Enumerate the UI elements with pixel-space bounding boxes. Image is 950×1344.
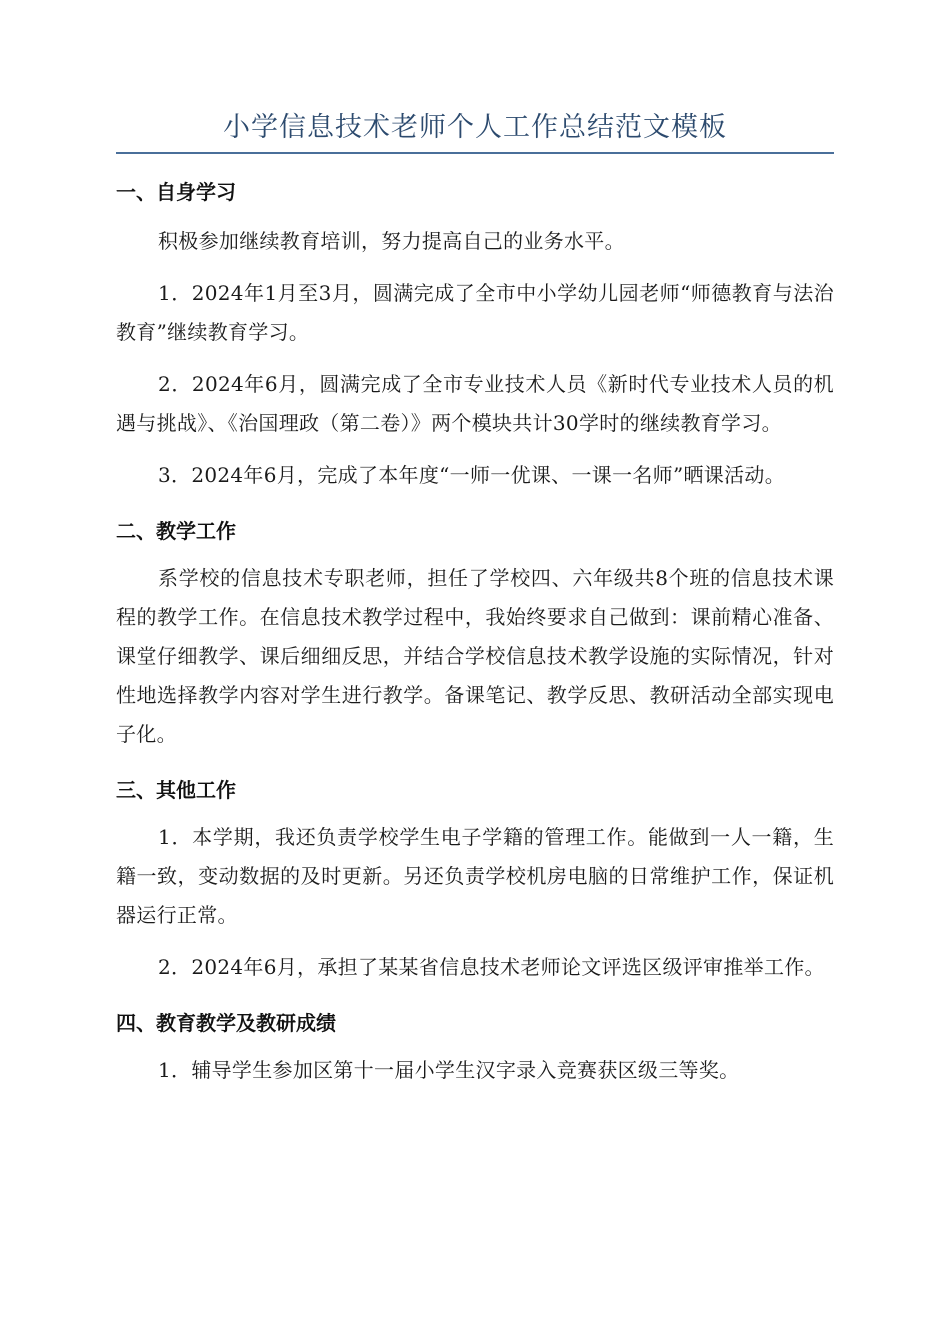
paragraph: 积极参加继续教育培训，努力提高自己的业务水平。	[158, 229, 625, 253]
paragraph: 1．2024年1月至3月，圆满完成了全市中小学幼儿园老师“师德教育与法治教育”继续教育学习。	[116, 281, 834, 344]
paragraph: 1．本学期，我还负责学校学生电子学籍的管理工作。能做到一人一籍，生籍一致，变动数据的及时更新。另还负责学校机房电脑的日常维护工作，保证机器运行正常。	[116, 825, 834, 927]
section-heading-other-work: 三、其他工作	[116, 778, 236, 802]
section-heading-self-study: 一、自身学习	[116, 180, 236, 204]
document-title: 小学信息技术老师个人工作总结范文模板	[223, 112, 727, 143]
document-page	[116, 110, 834, 1090]
paragraph: 3．2024年6月，完成了本年度“一师一优课、一课一名师”晒课活动。	[158, 463, 785, 487]
paragraph: 系学校的信息技术专职老师，担任了学校四、六年级共8个班的信息技术课程的教学工作。在信息技术教学过程中，我始终要求自己做到：课前精心准备、课堂仔细教学、课后细细反思，并结合学校信息技术教学设施的实际情况，针对性地选择教学内容对学生进行教学。备课笔记、教学反思、教研活动全部实现电子化。	[116, 566, 834, 746]
section-heading-teaching: 二、教学工作	[116, 519, 236, 543]
section-heading-achievements: 四、教育教学及教研成绩	[116, 1011, 336, 1035]
paragraph: 2．2024年6月，圆满完成了全市专业技术人员《新时代专业技术人员的机遇与挑战》、《治国理政（第二卷）》两个模块共计30学时的继续教育学习。	[116, 372, 834, 435]
title-underline	[116, 152, 834, 154]
paragraph: 1．辅导学生参加区第十一届小学生汉字录入竞赛获区级三等奖。	[158, 1058, 740, 1082]
paragraph: 2．2024年6月，承担了某某省信息技术老师论文评选区级评审推举工作。	[158, 955, 825, 979]
